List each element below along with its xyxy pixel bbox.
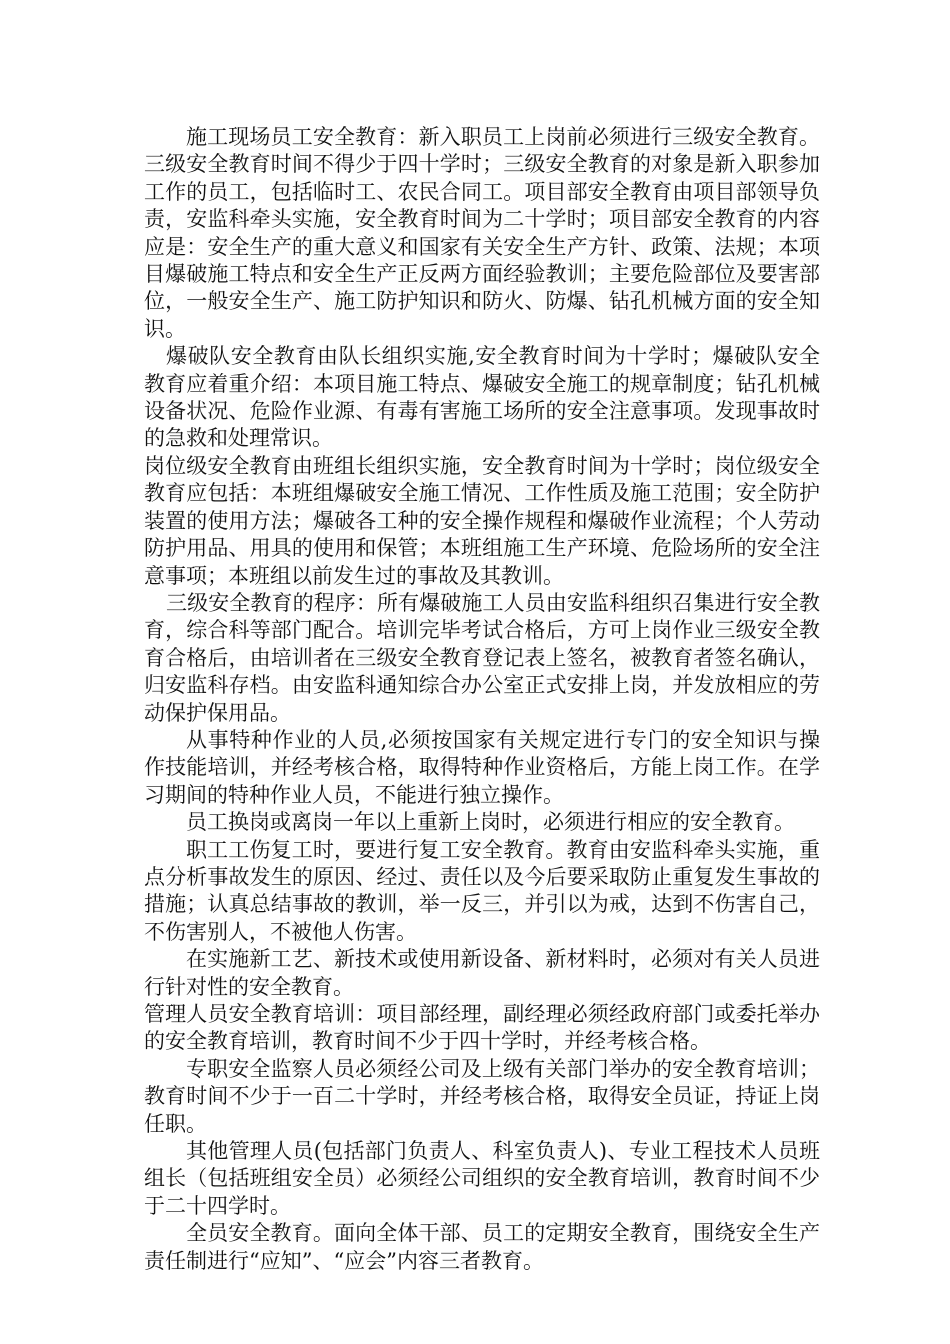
- paragraph-new-technology: 在实施新工艺、新技术或使用新设备、新材料时，必须对有关人员进行针对性的安全教育。: [144, 947, 820, 999]
- paragraph-all-staff-education: 全员安全教育。面向全体干部、员工的定期安全教育，围绕安全生产责任制进行“应知”、“应会”内容三者教育。: [144, 1221, 820, 1273]
- paragraph-education-procedure: 三级安全教育的程序：所有爆破施工人员由安监科组织召集进行安全教育，综合科等部门配合。培训完毕考试合格后，方可上岗作业三级安全教育合格后，由培训者在三级安全教育登记表上签名，被教育者签名确认，归安监科存档。由安监科通知综合办公室正式安排上岗，并发放相应的劳动保护保用品。: [144, 590, 820, 725]
- document-body: [144, 124, 820, 1275]
- paragraph-job-change: 员工换岗或离岗一年以上重新上岗时，必须进行相应的安全教育。: [186, 810, 795, 835]
- paragraph-safety-inspectors: 专职安全监察人员必须经公司及上级有关部门举办的安全教育培训；教育时间不少于一百二十学时，并经考核合格，取得安全员证，持证上岗任职。: [144, 1056, 820, 1136]
- paragraph-return-to-work: 职工工伤复工时，要进行复工安全教育。教育由安监科牵头实施，重点分析事故发生的原因、经过、责任以及今后要采取防止重复发生事故的措施；认真总结事故的教训，举一反三，并引以为戒，达到不伤害自己，不伤害别人，不被他人伤害。: [144, 837, 820, 944]
- paragraph-blasting-team-education: 爆破队安全教育由队长组织实施,安全教育时间为十学时；爆破队安全教育应着重介绍：本项目施工特点、爆破安全施工的规章制度；钻孔机械设备状况、危险作业源、有毒有害施工场所的安全注意事项。发现事故时的急救和处理常识。: [144, 344, 820, 451]
- paragraph-special-operations: 从事特种作业的人员,必须按国家有关规定进行专门的安全知识与操作技能培训，并经考核合格，取得特种作业资格后，方能上岗工作。在学习期间的特种作业人员，不能进行独立操作。: [144, 727, 820, 807]
- paragraph-other-managers: 其他管理人员(包括部门负责人、科室负责人)、专业工程技术人员班组长（包括班组安全员）必须经公司组织的安全教育培训，教育时间不少于二十四学时。: [144, 1139, 820, 1218]
- paragraph-staff-safety-education: 施工现场员工安全教育：新入职员工上岗前必须进行三级安全教育。三级安全教育时间不得少于四十学时；三级安全教育的对象是新入职参加工作的员工，包括临时工、农民合同工。项目部安全教育由项目部领导负责，安监科牵头实施，安全教育时间为二十学时；项目部安全教育的内容应是：安全生产的重大意义和国家有关安全生产方针、政策、法规；本项目爆破施工特点和安全生产正反两方面经验教训；主要危险部位及要害部位，一般安全生产、施工防护知识和防火、防爆、钻孔机械方面的安全知识。: [144, 125, 820, 341]
- paragraph-management-training: 管理人员安全教育培训：项目部经理，副经理必须经政府部门或委托举办的安全教育培训，教育时间不少于四十学时，并经考核合格。: [144, 1002, 820, 1054]
- paragraph-post-level-education: 岗位级安全教育由班组长组织实施，安全教育时间为十学时；岗位级安全教育应包括：本班组爆破安全施工情况、工作性质及施工范围；安全防护装置的使用方法；爆破各工种的安全操作规程和爆破作业流程；个人劳动防护用品、用具的使用和保管；本班组施工生产环境、危险场所的安全注意事项；本班组以前发生过的事故及其教训。: [144, 453, 820, 588]
